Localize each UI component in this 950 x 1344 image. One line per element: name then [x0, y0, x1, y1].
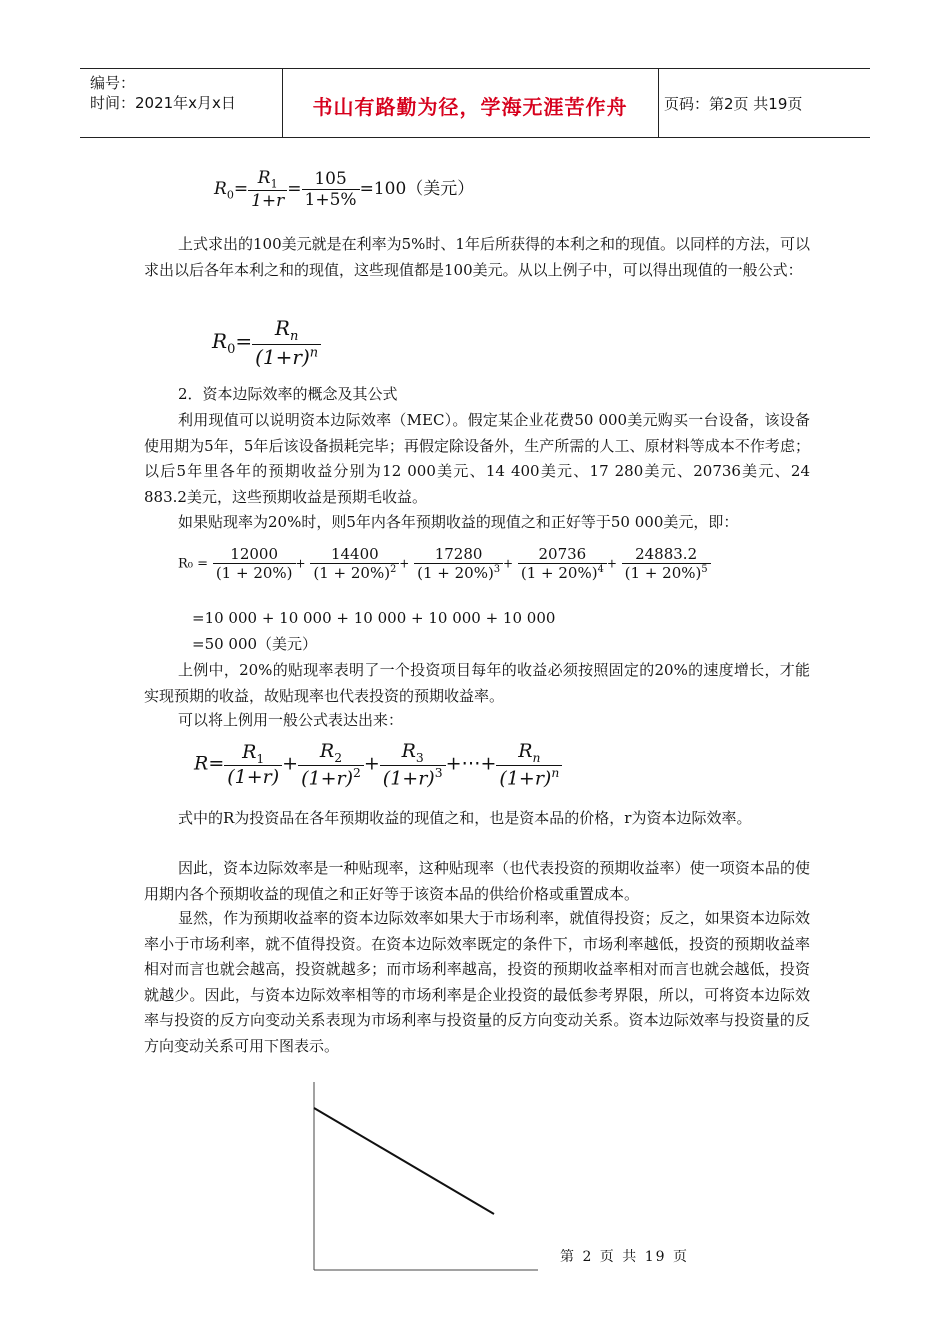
paragraph-8: 显然，作为预期收益率的资本边际效率如果大于市场利率，就值得投资；反之，如果资本边际效率小于市场利率，就不值得投资。在资本边际效率既定的条件下，市场利率越低，投资的预期收益率相对而言也就会越高，投资就越多；而市场利率越高，投资的预期收益率相对而言也就会越低，投资就越少。因此，与资本边际效率相等的市场利率是企业投资的最低参考界限，所以，可将资本边际效率与投资的反方向变动关系表现为市场利率与投资量的反方向变动关系。资本边际效率与投资量的反方向变动关系可用下图表示。	[144, 909, 810, 1055]
eq-ellipsis: +⋯+	[445, 752, 497, 775]
eq-numerator: 20736	[518, 545, 607, 564]
eq-exponent: 3	[434, 765, 443, 780]
eq-exponent: n	[551, 765, 560, 780]
eq-result: =100（美元）	[359, 179, 475, 200]
sum-line: =10 000 + 10 000 + 10 000 + 10 000 + 10 000	[192, 609, 556, 627]
eq-plus: +	[606, 556, 617, 571]
paragraph-5: 可以将上例用一般公式表达出来：	[178, 711, 404, 729]
eq-plus: +	[295, 556, 306, 571]
eq-numerator: R	[242, 740, 257, 763]
eq-subscript: 0	[227, 342, 236, 357]
eq-exponent: 4	[597, 564, 604, 575]
eq-plus: +	[503, 556, 514, 571]
eq-numerator: 12000	[213, 545, 296, 564]
eq-numerator: 105	[302, 169, 360, 190]
eq-subscript: 2	[334, 750, 343, 765]
eq-numerator: R	[319, 740, 335, 762]
eq-subscript: 3	[415, 750, 424, 765]
eq-numerator: R	[518, 740, 533, 762]
eq-fraction	[414, 545, 503, 582]
eq-fraction	[622, 545, 711, 582]
eq-denominator: (1 + 20%)	[624, 564, 702, 582]
eq-fraction	[496, 740, 562, 789]
eq-exponent: n	[309, 345, 319, 361]
eq-exponent: 2	[390, 564, 397, 575]
paragraph-1: 上式求出的100美元就是在利率为5%时、1年后所获得的本利之和的现值。以同样的方法，可以求出以后各年本利之和的现值，这些现值都是100美元。从以上例子中，可以得出现值的一般公式：	[144, 235, 810, 279]
header-divider	[658, 69, 659, 137]
eq-denominator: (1+r)	[255, 345, 310, 369]
header-page-number: 页码：第2页 共19页	[664, 95, 803, 113]
eq-subscript: n	[289, 329, 299, 344]
eq-subscript: 1	[256, 751, 265, 766]
eq-denominator: (1 + 20%)	[520, 564, 598, 582]
eq-denominator: 1+5%	[304, 190, 357, 211]
header-motto: 书山有路勤为径，学海无涯苦作舟	[312, 95, 628, 119]
eq-fraction	[213, 545, 296, 582]
eq-denominator: 1+r	[251, 191, 285, 212]
eq-exponent: 2	[353, 765, 361, 780]
eq-symbol: R	[214, 179, 227, 200]
eq-denominator: (1 + 20%)	[417, 564, 494, 582]
paragraph-4: 上例中，20%的贴现率表明了一个投资项目每年的收益必须按照固定的20%的速度增长，才能实现预期的收益，故贴现率也代表投资的预期收益率。	[144, 661, 810, 705]
page-header	[80, 68, 870, 138]
eq-denominator: (1 + 20%)	[313, 564, 391, 582]
paragraph-2: 利用现值可以说明资本边际效率（MEC）。假定某企业花费50 000美元购买一台设备，该设备使用期为5年，5年后该设备损耗完毕；再假定除设备外，生产所需的人工、原材料等成本不作考虑；以后5年里各年的预期收益分别为12 000美元、14 400美元、17 280美元、20736美元、24 883.2美元，这些预期收益是预期毛收益。	[144, 411, 810, 506]
equation-present-value-example: $R_0=$ $\frac{R_1}{1+r}$ = $\frac{105}{1+5\%}$ =100（美元）	[214, 168, 475, 212]
eq-numerator: 24883.2	[622, 545, 711, 564]
eq-fraction	[302, 169, 360, 210]
paragraph-7: 因此，资本边际效率是一种贴现率，这种贴现率（也代表投资的预期收益率）使一项资本品的使用期内各个预期收益的现值之和正好等于该资本品的供给价格或重置成本。	[144, 859, 810, 903]
paragraph-6: 式中的R为投资品在各年预期收益的现值之和，也是资本品的价格，r为资本边际效率。	[178, 809, 752, 827]
eq-denominator: (1+r)	[499, 767, 552, 790]
eq-subscript: 0	[226, 188, 234, 202]
eq-symbol: R	[194, 752, 209, 775]
eq-fraction	[252, 316, 321, 369]
header-number: 编号：	[90, 74, 136, 92]
eq-fraction	[248, 168, 287, 211]
eq-fraction	[380, 740, 446, 789]
eq-symbol: R	[212, 329, 228, 353]
eq-plus: +	[399, 556, 410, 571]
paragraph-3: 如果贴现率为20%时，则5年内各年预期收益的现值之和正好等于50 000美元，即：	[178, 513, 739, 531]
eq-symbol: R₀ =	[178, 556, 209, 572]
equation-present-value-general: $R_0=$ $\frac{R_n}{(1+r)^n}$	[212, 316, 321, 369]
mec-curve	[314, 1108, 494, 1214]
eq-numerator: 17280	[414, 545, 503, 564]
mec-investment-graph	[310, 1080, 550, 1275]
eq-exponent: 3	[493, 564, 501, 575]
eq-fraction	[298, 740, 364, 789]
eq-denominator: (1+r)	[382, 767, 435, 790]
eq-fraction	[224, 741, 282, 789]
eq-subscript: n	[532, 750, 541, 765]
total-line: =50 000（美元）	[192, 635, 318, 653]
equation-discount-example	[178, 545, 711, 582]
eq-subscript: 1	[270, 177, 278, 191]
eq-numerator: 14400	[310, 545, 399, 564]
header-date: 时间：2021年x月x日	[90, 94, 236, 112]
eq-numerator: R	[401, 740, 416, 762]
page-footer: 第 2 页 共 19 页	[560, 1249, 689, 1265]
eq-denominator: (1+r)	[227, 766, 280, 789]
eq-exponent: 5	[701, 564, 708, 575]
header-meta	[90, 73, 236, 113]
eq-numerator: R	[274, 316, 290, 340]
section-title: 2．资本边际效率的概念及其公式	[178, 385, 398, 403]
eq-fraction	[518, 545, 607, 582]
eq-fraction	[310, 545, 399, 582]
eq-numerator: R	[257, 168, 271, 188]
eq-denominator: (1+r)	[301, 767, 353, 790]
eq-denominator: (1 + 20%)	[215, 564, 293, 582]
equation-mec-general: R= $\frac{R_1}{(1+r)}$ + $\frac{R_2}{(1+r)^2}$ + $\frac{R_3}{(1+r)^3}$ +⋯+ $\frac{R_n}{(1+r)^n}$	[194, 740, 562, 789]
